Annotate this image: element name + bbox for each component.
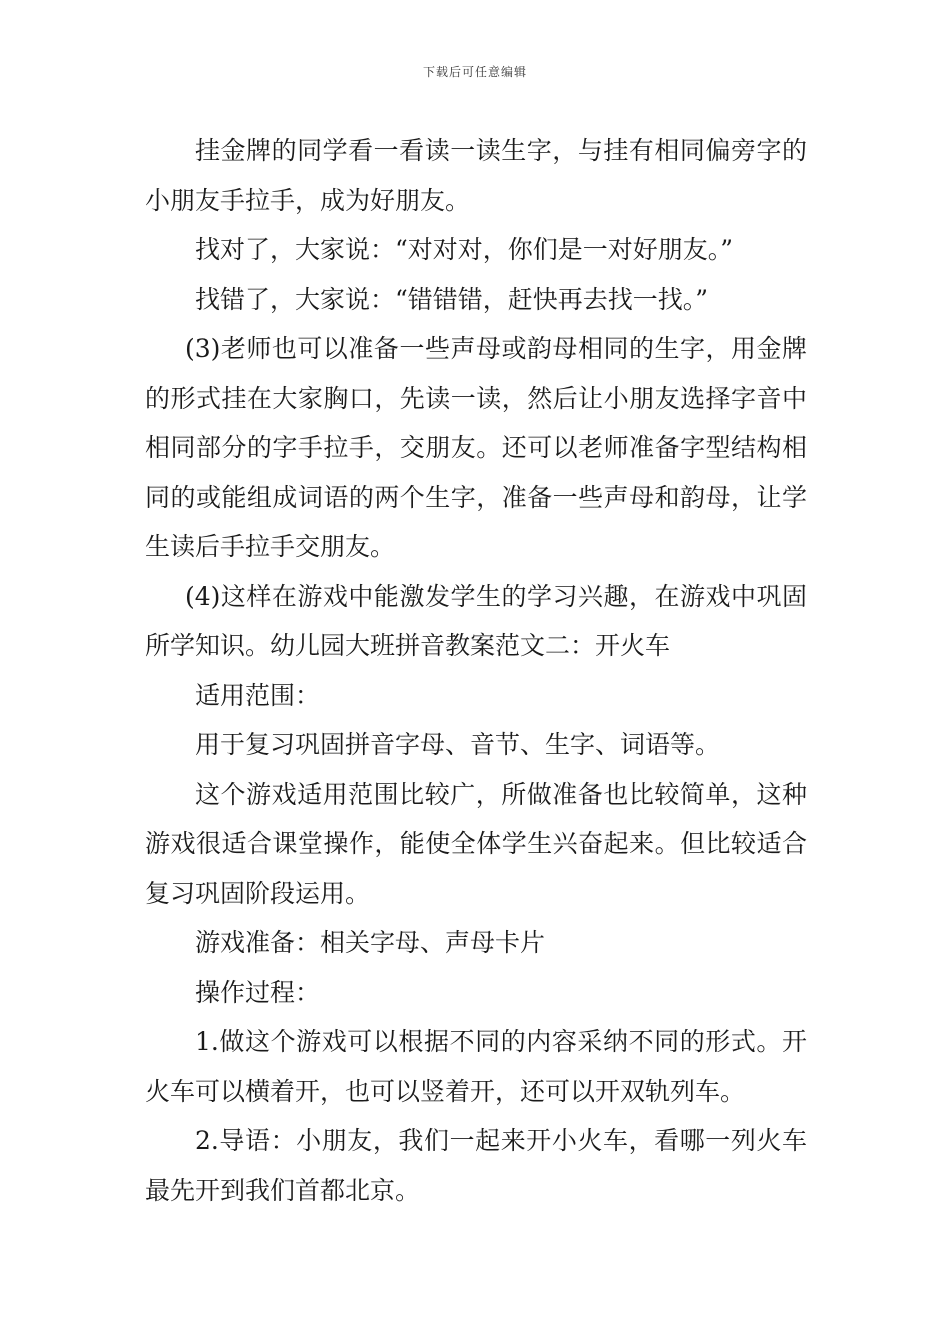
- page-header: 下载后可任意编辑: [422, 65, 527, 79]
- paragraph-game-description: 这个游戏适用范围比较广，所做准备也比较简单，这种游戏很适合课堂操作，能使全体学生兴奋起来。但比较适合复习巩固阶段运用。: [145, 779, 807, 908]
- paragraph-procedure-step-2: 2.导语：小朋友，我们一起来开小火车，看哪一列火车最先开到我们首都北京。: [145, 1126, 807, 1205]
- paragraph-procedure-heading: 操作过程：: [195, 977, 321, 1007]
- paragraph-gold-medal-pairing: 挂金牌的同学看一看读一读生字，与挂有相同偏旁字的小朋友手拉手，成为好朋友。: [145, 136, 807, 215]
- paragraph-wrong-chant: 找错了，大家说：“错错错，赶快再去找一找。”: [195, 284, 709, 314]
- paragraph-step-4: (4)这样在游戏中能激发学生的学习兴趣，在游戏中巩固所学知识。幼儿园大班拼音教案范文二：开火车: [145, 581, 807, 660]
- paragraph-correct-chant: 找对了，大家说：“对对对，你们是一对好朋友。”: [195, 235, 734, 264]
- paragraph-scope-text: 用于复习巩固拼音字母、音节、生字、词语等。: [195, 730, 721, 759]
- paragraph-scope-heading: 适用范围：: [195, 680, 321, 710]
- paragraph-procedure-step-1: 1.做这个游戏可以根据不同的内容采纳不同的形式。开火车可以横着开，也可以竖着开，还可以开双轨列车。: [145, 1027, 807, 1106]
- paragraph-game-preparation: 游戏准备：相关字母、声母卡片: [195, 928, 546, 957]
- document-body: [145, 126, 807, 1215]
- paragraph-step-3: (3)老师也可以准备一些声母或韵母相同的生字，用金牌的形式挂在大家胸口，先读一读，然后让小朋友选择字音中相同部分的字手拉手，交朋友。还可以老师准备字型结构相同的或能组成词语的两个生字，准备一些声母和韵母，让学生读后手拉手交朋友。: [145, 334, 807, 561]
